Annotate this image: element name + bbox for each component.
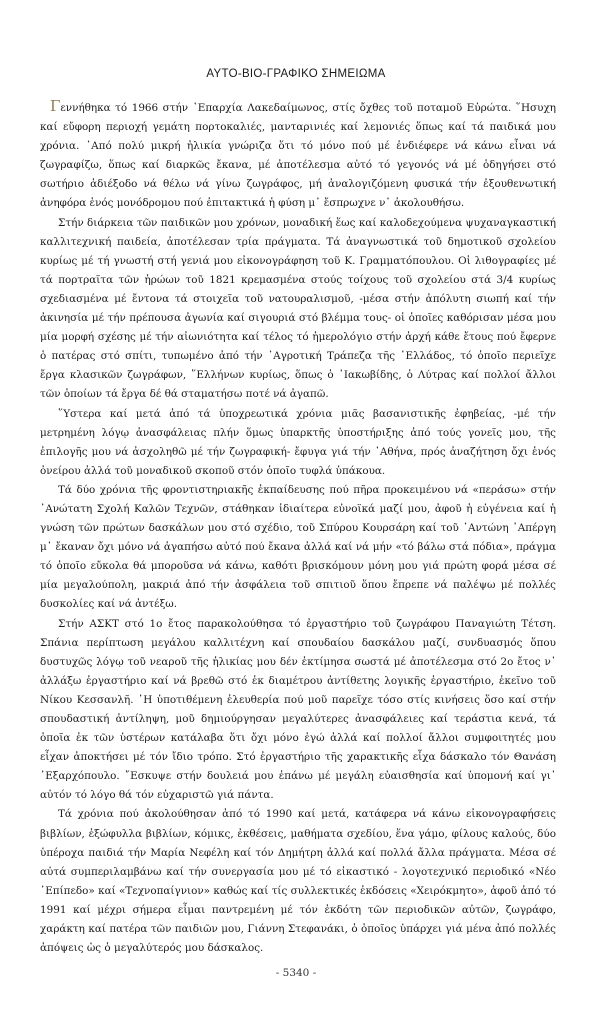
page-number: - 5340 - [275, 967, 317, 979]
drop-cap: Γ [50, 97, 61, 115]
paragraph-1-text: εννήθηκα τό 1966 στήν ῾Επαρχία Λακεδαίμωνος, στίς ὄχθες τοῦ ποταμοῦ Εὐρώτα. ῞Ησυχη καί εὔφορη περιοχή γεμάτη πορτοκαλιές, μανταρινιές καί λεμονιές ὅπως καί τά παιδικά μου χρόνια. ᾿Από πολύ μικρή ἡλικία γνώριζα ὅτι τό μόνο πού μέ ἐνδιέφερε νά κάνω εἶναι νά ζωγραφίζω, ὅπως καί διαρκῶς ἔκανα, μέ ἀποτέλεσμα αὐτό τό γεγονός νά μέ ὁδηγήσει στό σωτήριο ἀδιέξοδο νά θέλω νά γίνω ζωγράφος, μή ἀναλογιζόμενη φυσικά τήν ἐξουθενωτική ἀνηφόρα ἑνός μονόδρομου πού ἐπιτακτικά ἡ φύση μ᾿ ἔσπρωχνε ν᾿ ἀκολουθήσω. [40, 102, 556, 210]
document-body [40, 99, 556, 958]
paragraph-4: Τά δύο χρόνια τῆς φροντιστηριακῆς ἐκπαίδευσης πού πῆρα προκειμένου νά «περάσω» στήν ᾿Ανώτατη Σχολή Καλῶν Τεχνῶν, στάθηκαν ἰδιαίτερα εὐνοϊκά μαζί μου, ἀφοῦ ἡ εὐγένεια καί ἡ γνώση τῶν πρώτων δασκάλων μου στό σχέδιο, τοῦ Σπύρου Κουρσάρη καί τοῦ ᾿Αντώνη ᾿Απέργη μ᾿ ἔκαναν ὄχι μόνο νά ἀγαπήσω αὐτό πού ἔκανα ἀλλά καί νά μήν «τό βάλω στά πόδια», πράγμα τό ὁποῖο εὔκολα θά μποροῦσα νά κάνω, καθότι βρισκόμουν μόνη μου γιά πρώτη φορά μέσα σέ μία μεγαλούπολη, μακριά ἀπό τήν ἀσφάλεια τοῦ σπιτιοῦ ὅπου ἔπρεπε νά παλέψω μέ πολλές δυσκολίες καί νά ἀντέξω. [40, 483, 556, 611]
paragraph-2: Στήν διάρκεια τῶν παιδικῶν μου χρόνων, μοναδική ἕως καί καλοδεχούμενα ψυχαναγκαστική καλλιτεχνική παιδεία, ἀποτέλεσαν τρία πράγματα. Τά ἀναγνωστικά τοῦ δημοτικοῦ σχολείου κυρίως μέ τή γνωστή στή γενιά μου εἰκονογράφηση τοῦ Κ. Γραμματόπουλου. Οἱ λιθογραφίες μέ τά πορτραῖτα τῶν ἡρώων τοῦ 1821 κρεμασμένα στούς τοίχους τοῦ σχολείου στά 3/4 κυρίως σχεδιασμένα μέ ἔντονα τά στοιχεῖα τοῦ νατουραλισμοῦ, -μέσα στήν ἀπόλυτη σιωπή καί τήν ἀκινησία μέ τήν πρέπουσα ἀγωνία καί σιγουριά στό βλέμμα τους- οἱ ὁποῖες καθόρισαν μέσα μου μία μορφή σχέσης μέ τήν αἰωνιότητα καί τέλος τό ἡμερολόγιο στήν ἀρχή κάθε ἔτους πού ἔφερνε ὁ πατέρας στό σπίτι, τυπωμένο ἀπό τήν ᾿Αγροτική Τράπεζα τῆς ῾Ελλάδος, τό ὁποῖο περιεῖχε ἔργα κλασικῶν ζωγράφων, ῞Ελλήνων κυρίως, ὅπως ὁ ᾿Ιακωβίδης, ὁ Λύτρας καί πολλοί ἄλλοι τῶν ὁποίων τά ἔργα δέ θά σταματήσω ποτέ νά ἀγαπῶ. [40, 216, 556, 401]
paragraph-6: Τά χρόνια πού ἀκολούθησαν ἀπό τό 1990 καί μετά, κατάφερα νά κάνω εἰκονογραφήσεις βιβλίων, ἐξώφυλλα βιβλίων, κόμικς, ἐκθέσεις, μαθήματα σχεδίου, ἕνα γάμο, φίλους καλούς, δύο ὑπέροχα παιδιά τήν Μαρία Νεφέλη καί τόν Δημήτρη ἀλλά καί πολλά ἄλλα πράγματα. Μέσα σέ αὐτά συμπεριλαμβάνω καί τήν συνεργασία μου μέ τό εἰκαστικό - λογοτεχνικό περιοδικό «Νέο ᾿Επίπεδο» καί «Τεχνοπαίγνιον» καθώς καί τίς συλλεκτικές ἐκδόσεις «Χειρόκμητο», ἀφοῦ ἀπό τό 1991 καί μέχρι σήμερα εἶμαι παντρεμένη μέ τόν ἐκδότη τῶν περιοδικῶν αὐτῶν, ζωγράφο, χαράκτη καί πατέρα τῶν παιδιῶν μου, Γιάννη Στεφανάκι, ὁ ὁποῖος ὑπάρχει γιά μένα ἀπό πολλές ἀπόψεις ὡς ὁ μεγαλύτερός μου δάσκαλος. [40, 808, 556, 955]
paragraph-3: ῞Υστερα καί μετά ἀπό τά ὑποχρεωτικά χρόνια μιᾶς βασανιστικῆς ἐφηβείας, -μέ τήν μετρημένη λόγῳ ἀνασφάλειας πλήν ὅμως ὑπαρκτῆς ὑποστήριξης ἀπό τούς γονεῖς μου, τῆς ἐπιλογῆς μου νά ἀσχοληθῶ μέ τήν ζωγραφική- ἔφυγα γιά τήν ᾿Αθήνα, πρός ἀναζήτηση ὄχι ἑνός ὀνείρου ἀλλά τοῦ μοναδικοῦ σκοποῦ στόν ὁποῖο τυφλά ὑπάκουα. [40, 407, 556, 477]
paragraph-5: Στήν ΑΣΚΤ στό 1ο ἔτος παρακολούθησα τό ἐργαστήριο τοῦ ζωγράφου Παναγιώτη Τέτση. Σπάνια περίπτωση μεγάλου καλλιτέχνη καί σπουδαίου δασκάλου μαζί, συνδυασμός ὅπου δυστυχῶς λόγῳ τοῦ νεαροῦ τῆς ἡλικίας μου δέν ἐκτίμησα σωστά μέ ἀποτέλεσμα στό 2ο ἔτος ν᾿ ἀλλάξω ἐργαστήριο καί νά βρεθῶ στό ἐκ διαμέτρου ἀντίθετης λογικῆς ἐργαστήριο, ἐκεῖνο τοῦ Νίκου Κεσσανλῆ. ῾Η ὑποτιθέμενη ἐλευθερία πού μοῦ παρεῖχε τόσο στίς κινήσεις ὅσο καί στήν σπουδαστική ἀντίληψη, μοῦ δημιούργησαν μεγαλύτερες ἀνασφάλειες καί τεράστια κενά, τά ὁποῖα ἐκ τῶν ὑστέρων κατάλαβα ὅτι ὄχι μόνο ἐγώ ἀλλά καί πολλοί ἄλλοι συμφοιτητές μου εἶχαν ἀποκτήσει μέ τόν ἴδιο τρόπο. Στό ἐργαστήριο τῆς χαρακτικῆς εἶχα δάσκαλο τόν Θανάση ᾿Εξαρχόπουλο. ῎Εσκυψε στήν δουλειά μου ἐπάνω μέ μεγάλη εὐαισθησία καί ὑπομονή καί γι᾿ αὐτόν τό λόγο θά τόν εὐχαριστῶ γιά πάντα. [40, 617, 556, 802]
document-title: ΑΥΤΟ-ΒΙΟ-ΓΡΑΦΙΚΟ ΣΗΜΕΙΩΜΑ [206, 68, 386, 80]
paragraph-1 [40, 99, 556, 214]
